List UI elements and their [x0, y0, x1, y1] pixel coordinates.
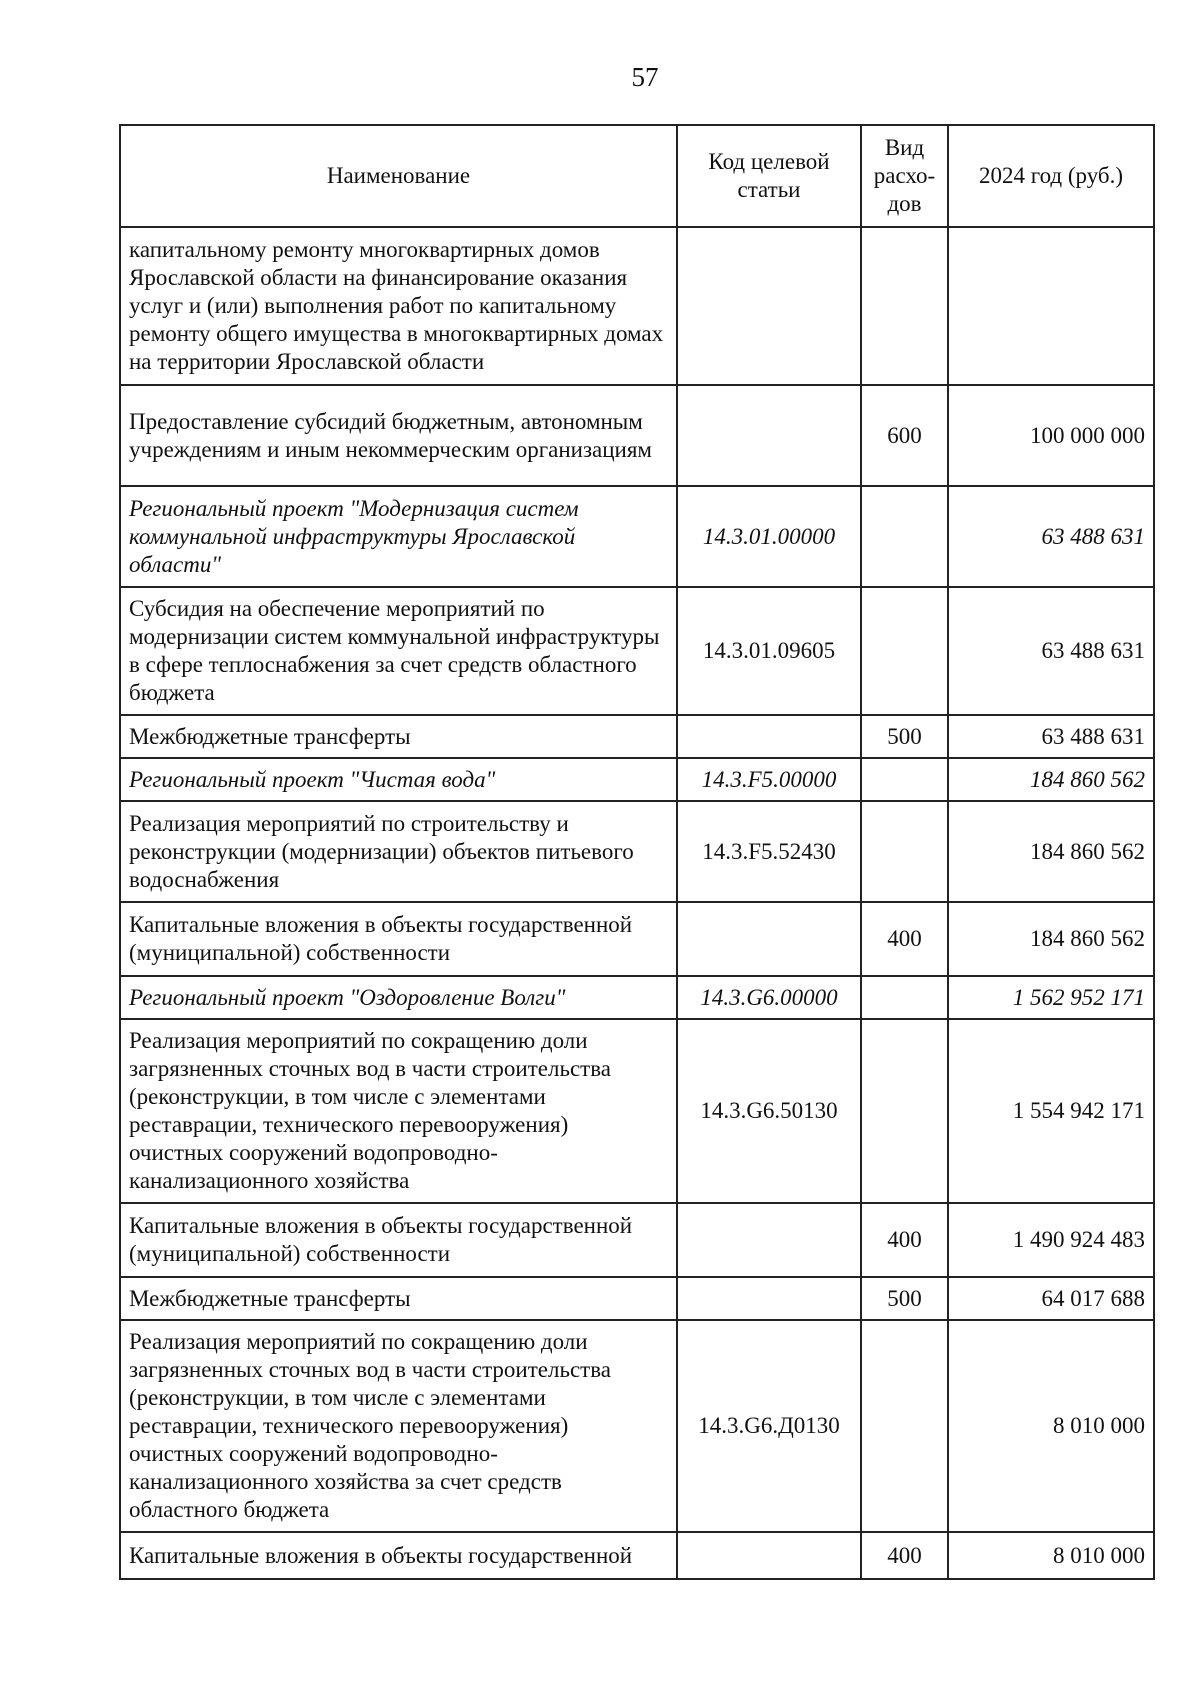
- table-row: [120, 902, 1154, 976]
- row-code: [677, 1203, 861, 1277]
- row-type: [861, 976, 948, 1019]
- row-type: [861, 486, 948, 587]
- row-code: [677, 385, 861, 486]
- row-name: Капитальные вложения в объекты государственной (муниципальной) собственности: [120, 1203, 677, 1277]
- row-name: Региональный проект "Чистая вода": [120, 758, 677, 801]
- table-row-project: [120, 758, 1154, 801]
- row-amount: [948, 227, 1154, 385]
- row-type: [861, 758, 948, 801]
- header-type: Вид расхо-дов: [861, 125, 948, 227]
- table-header-row: [120, 125, 1154, 227]
- row-amount: 100 000 000: [948, 385, 1154, 486]
- row-type: [861, 801, 948, 902]
- row-amount: 8 010 000: [948, 1532, 1154, 1579]
- row-name: Реализация мероприятий по строительству и реконструкции (модернизации) объектов питьевого водоснабжения: [120, 801, 677, 902]
- row-name: Капитальные вложения в объекты государственной: [120, 1532, 677, 1579]
- row-code: 14.3.01.09605: [677, 587, 861, 715]
- row-code: [677, 1277, 861, 1320]
- table-row: [120, 801, 1154, 902]
- row-amount: 1 490 924 483: [948, 1203, 1154, 1277]
- row-amount: 63 488 631: [948, 486, 1154, 587]
- row-type: [861, 1019, 948, 1203]
- row-code: [677, 902, 861, 976]
- row-name: Субсидия на обеспечение мероприятий по модернизации систем коммунальной инфраструктуры в сфере теплоснабжения за счет средств областного бюджета: [120, 587, 677, 715]
- row-type: [861, 1320, 948, 1532]
- row-type: 500: [861, 715, 948, 758]
- row-code: [677, 715, 861, 758]
- row-code: [677, 1532, 861, 1579]
- table-row-project: [120, 976, 1154, 1019]
- row-type: 400: [861, 902, 948, 976]
- row-name: Региональный проект "Оздоровление Волги": [120, 976, 677, 1019]
- row-name: Межбюджетные трансферты: [120, 1277, 677, 1320]
- row-name: Капитальные вложения в объекты государственной (муниципальной) собственности: [120, 902, 677, 976]
- table-row: [120, 1019, 1154, 1203]
- table-row: [120, 385, 1154, 486]
- row-amount: 1 554 942 171: [948, 1019, 1154, 1203]
- table-row: [120, 1320, 1154, 1532]
- row-code: 14.3.F5.00000: [677, 758, 861, 801]
- table-row: [120, 1203, 1154, 1277]
- table-row: [120, 1277, 1154, 1320]
- table-row: [120, 587, 1154, 715]
- row-amount: 184 860 562: [948, 902, 1154, 976]
- row-code: 14.3.G6.Д0130: [677, 1320, 861, 1532]
- row-amount: 64 017 688: [948, 1277, 1154, 1320]
- row-name: Межбюджетные трансферты: [120, 715, 677, 758]
- row-name: Предоставление субсидий бюджетным, автономным учреждениям и иным некоммерческим организациям: [120, 385, 677, 486]
- row-amount: 63 488 631: [948, 715, 1154, 758]
- row-code: 14.3.G6.00000: [677, 976, 861, 1019]
- row-amount: 184 860 562: [948, 758, 1154, 801]
- row-name: Реализация мероприятий по сокращению доли загрязненных сточных вод в части строительства (реконструкции, в том числе с элементами реставрации, технического перевооружения) очистных сооружений водопроводно-канализационного хозяйства за счет средств областного бюджета: [120, 1320, 677, 1532]
- budget-table: [119, 124, 1155, 1580]
- row-type: 500: [861, 1277, 948, 1320]
- table-row: [120, 1532, 1154, 1579]
- row-amount: 63 488 631: [948, 587, 1154, 715]
- row-type: 400: [861, 1532, 948, 1579]
- row-code: 14.3.G6.50130: [677, 1019, 861, 1203]
- page-number: 57: [631, 62, 659, 92]
- row-code: [677, 227, 861, 385]
- row-amount: 184 860 562: [948, 801, 1154, 902]
- row-code: 14.3.01.00000: [677, 486, 861, 587]
- row-type: 600: [861, 385, 948, 486]
- row-code: 14.3.F5.52430: [677, 801, 861, 902]
- row-amount: 1 562 952 171: [948, 976, 1154, 1019]
- row-name: Реализация мероприятий по сокращению доли загрязненных сточных вод в части строительства (реконструкции, в том числе с элементами реставрации, технического перевооружения) очистных сооружений водопроводно-канализационного хозяйства: [120, 1019, 677, 1203]
- header-amount: 2024 год (руб.): [948, 125, 1154, 227]
- row-type: [861, 227, 948, 385]
- table-row-project: [120, 486, 1154, 587]
- header-name: Наименование: [120, 125, 677, 227]
- table-row: [120, 715, 1154, 758]
- header-code: Код целевой статьи: [677, 125, 861, 227]
- row-name: Региональный проект "Модернизация систем коммунальной инфраструктуры Ярославской области": [120, 486, 677, 587]
- table-row: [120, 227, 1154, 385]
- row-amount: 8 010 000: [948, 1320, 1154, 1532]
- row-name: капитальному ремонту многоквартирных домов Ярославской области на финансирование оказания услуг и (или) выполнения работ по капитальному ремонту общего имущества в многоквартирных домах на территории Ярославской области: [120, 227, 677, 385]
- row-type: [861, 587, 948, 715]
- row-type: 400: [861, 1203, 948, 1277]
